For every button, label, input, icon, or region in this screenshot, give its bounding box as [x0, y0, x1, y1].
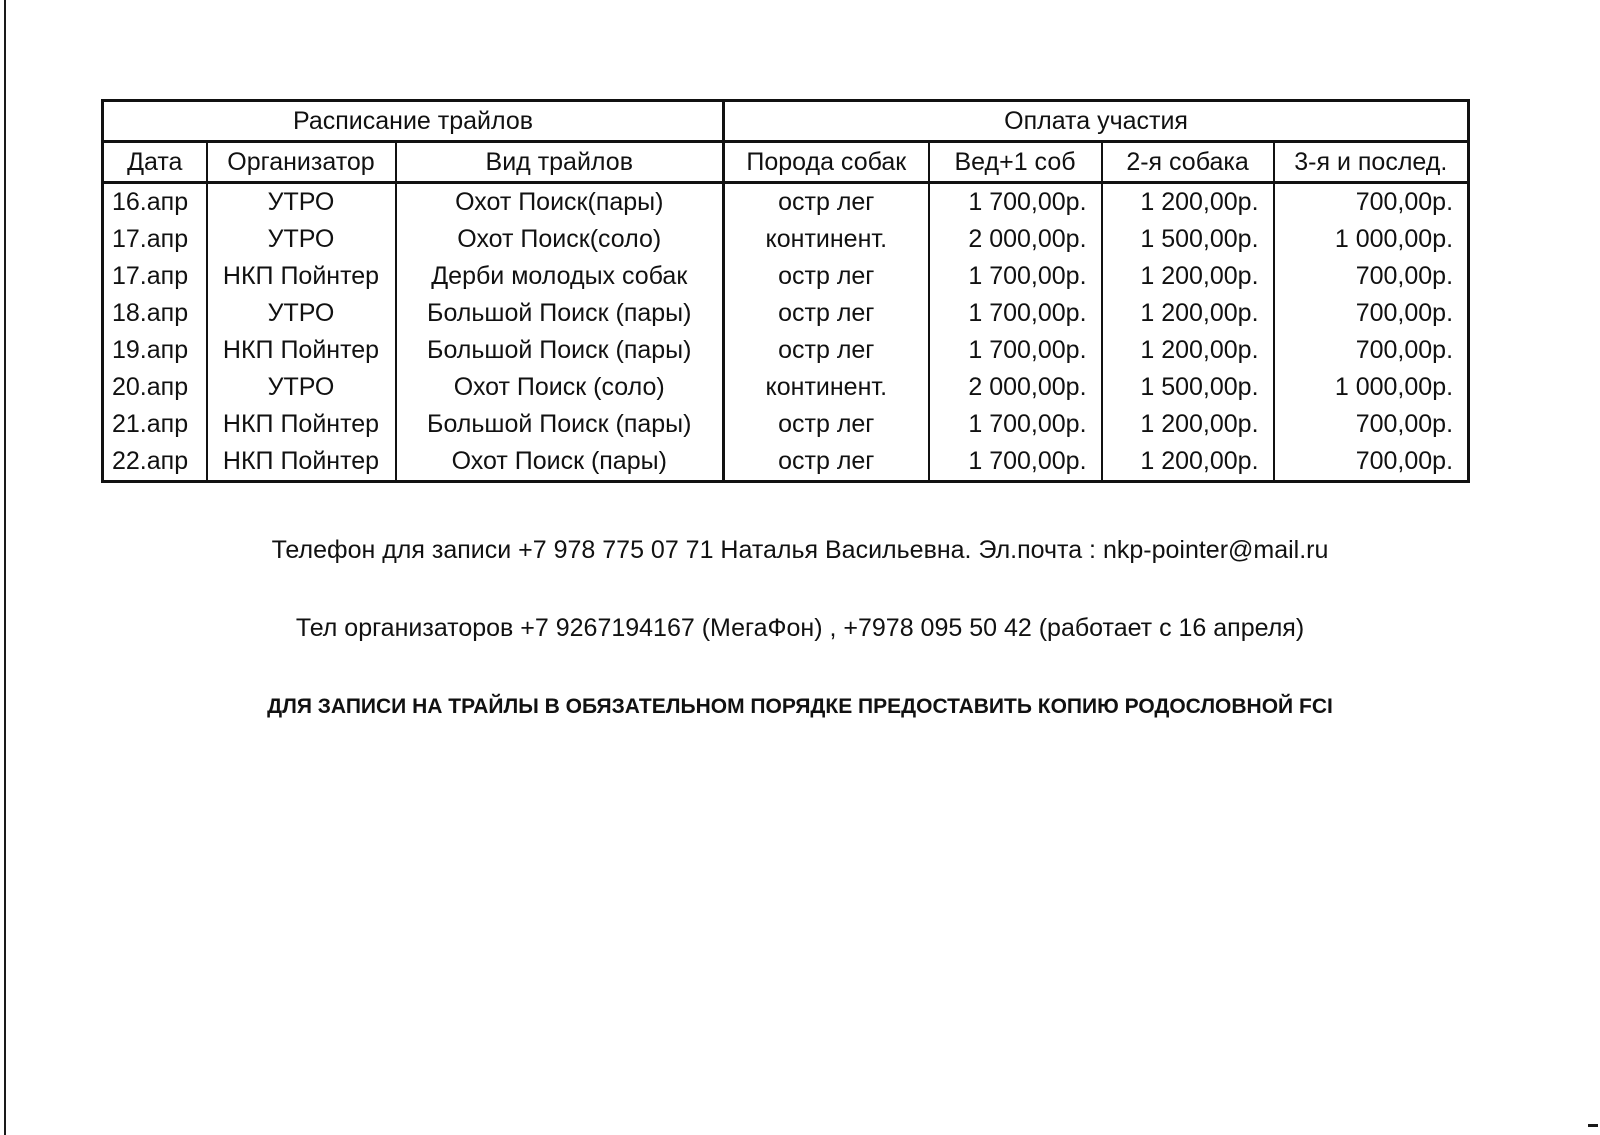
cell-second-dog-price: 1 200,00р.: [1102, 183, 1274, 222]
cell-breed: континент.: [724, 221, 929, 258]
cell-organizer: НКП Пойнтер: [207, 332, 396, 369]
schedule-group-header: Расписание трайлов: [103, 101, 724, 142]
cell-second-dog-price: 1 200,00р.: [1102, 406, 1274, 443]
pedigree-notice: ДЛЯ ЗАПИСИ НА ТРАЙЛЫ В ОБЯЗАТЕЛЬНОМ ПОРЯДКЕ ПРЕДОСТАВИТЬ КОПИЮ РОДОСЛОВНОЙ FCI: [267, 695, 1333, 718]
column-header-trial-type: Вид трайлов: [396, 142, 724, 183]
cell-breed: остр лег: [724, 258, 929, 295]
table-row: [103, 258, 1469, 295]
scan-mark: [1588, 1124, 1598, 1127]
cell-third-dog-price: 700,00р.: [1274, 406, 1469, 443]
cell-third-dog-price: 1 000,00р.: [1274, 221, 1469, 258]
cell-organizer: УТРО: [207, 369, 396, 406]
cell-second-dog-price: 1 200,00р.: [1102, 332, 1274, 369]
cell-organizer: НКП Пойнтер: [207, 443, 396, 482]
cell-date: 18.апр: [112, 299, 189, 327]
table-row: [103, 369, 1469, 406]
group-header-row: [103, 101, 1469, 142]
cell-trial-type: Большой Поиск (пары): [396, 332, 724, 369]
cell-organizer: НКП Пойнтер: [207, 258, 396, 295]
column-header-organizer: Организатор: [207, 142, 396, 183]
cell-breed: континент.: [724, 369, 929, 406]
cell-breed: остр лег: [724, 332, 929, 369]
table-row: [103, 295, 1469, 332]
cell-trial-type: Охот Поиск(соло): [396, 221, 724, 258]
cell-date: 19.апр: [112, 336, 189, 364]
cell-organizer: УТРО: [207, 295, 396, 332]
cell-first-dog-price: 2 000,00р.: [929, 369, 1102, 406]
column-header-first-dog: Вед+1 соб: [929, 142, 1102, 183]
cell-second-dog-price: 1 200,00р.: [1102, 295, 1274, 332]
table-row: [103, 221, 1469, 258]
table-row: [103, 183, 1469, 222]
column-header-row: [103, 142, 1469, 183]
cell-breed: остр лег: [724, 183, 929, 222]
column-header-breed: Порода собак: [724, 142, 929, 183]
cell-first-dog-price: 1 700,00р.: [929, 332, 1102, 369]
cell-first-dog-price: 2 000,00р.: [929, 221, 1102, 258]
cell-first-dog-price: 1 700,00р.: [929, 406, 1102, 443]
cell-trial-type: Большой Поиск (пары): [396, 406, 724, 443]
trials-schedule-table: [101, 99, 1470, 483]
cell-third-dog-price: 700,00р.: [1274, 443, 1469, 482]
cell-trial-type: Большой Поиск (пары): [396, 295, 724, 332]
scan-edge-left: [4, 0, 6, 1135]
cell-second-dog-price: 1 500,00р.: [1102, 221, 1274, 258]
cell-second-dog-price: 1 500,00р.: [1102, 369, 1274, 406]
cell-first-dog-price: 1 700,00р.: [929, 295, 1102, 332]
cell-organizer: НКП Пойнтер: [207, 406, 396, 443]
cell-date: 20.апр: [112, 373, 189, 401]
cell-first-dog-price: 1 700,00р.: [929, 258, 1102, 295]
table-row: [103, 443, 1469, 482]
cell-breed: остр лег: [724, 295, 929, 332]
cell-breed: остр лег: [724, 443, 929, 482]
cell-organizer: УТРО: [207, 183, 396, 222]
column-header-second-dog: 2-я собака: [1102, 142, 1274, 183]
column-header-date: Дата: [103, 142, 207, 183]
cell-third-dog-price: 700,00р.: [1274, 183, 1469, 222]
column-header-third-dog: 3-я и послед.: [1274, 142, 1469, 183]
cell-date: 17.апр: [112, 262, 189, 290]
cell-date: 16.апр: [112, 188, 189, 216]
cell-organizer: УТРО: [207, 221, 396, 258]
cell-trial-type: Охот Поиск(пары): [396, 183, 724, 222]
registration-phone-line: Телефон для записи +7 978 775 07 71 Наталья Васильевна. Эл.почта : nkp-pointer@mail.ru: [271, 536, 1329, 564]
cell-breed: остр лег: [724, 406, 929, 443]
cell-first-dog-price: 1 700,00р.: [929, 443, 1102, 482]
table-row: [103, 332, 1469, 369]
payment-group-header: Оплата участия: [724, 101, 1469, 142]
organizers-phone-line: Тел организаторов +7 9267194167 (МегаФон) , +7978 095 50 42 (работает с 16 апреля): [295, 614, 1305, 642]
table-row: [103, 406, 1469, 443]
cell-third-dog-price: 700,00р.: [1274, 295, 1469, 332]
cell-trial-type: Охот Поиск (пары): [396, 443, 724, 482]
cell-second-dog-price: 1 200,00р.: [1102, 443, 1274, 482]
cell-third-dog-price: 700,00р.: [1274, 258, 1469, 295]
cell-first-dog-price: 1 700,00р.: [929, 183, 1102, 222]
cell-trial-type: Дерби молодых собак: [396, 258, 724, 295]
cell-third-dog-price: 700,00р.: [1274, 332, 1469, 369]
cell-second-dog-price: 1 200,00р.: [1102, 258, 1274, 295]
cell-date: 17.апр: [112, 225, 189, 253]
cell-date: 21.апр: [112, 410, 189, 438]
cell-date: 22.апр: [112, 447, 189, 475]
cell-trial-type: Охот Поиск (соло): [396, 369, 724, 406]
cell-third-dog-price: 1 000,00р.: [1274, 369, 1469, 406]
